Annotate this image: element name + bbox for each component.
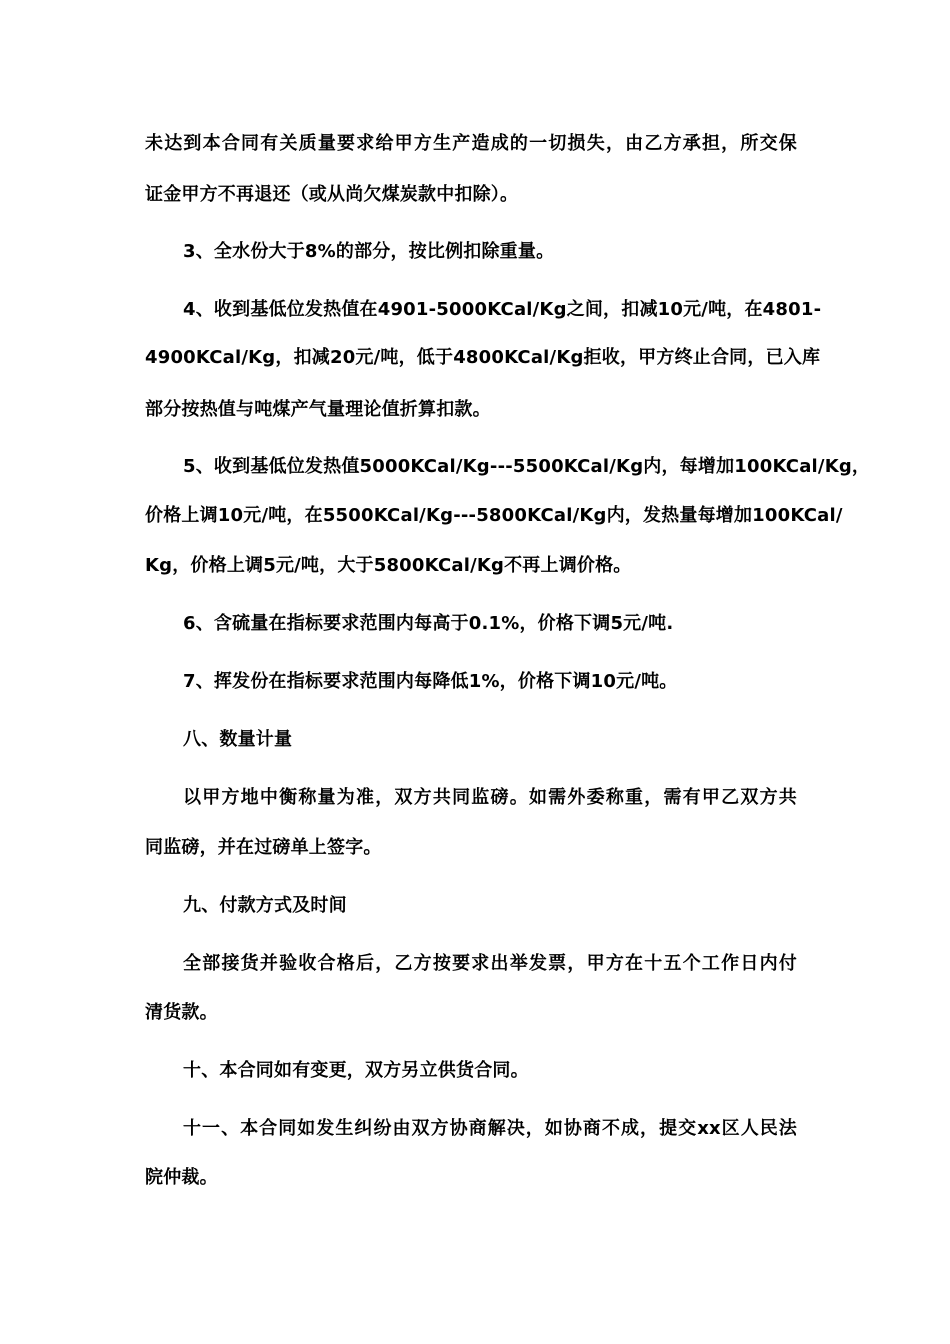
paragraph-line: 价格上调10元/吨，在5500KCal/Kg---5800KCal/Kg内，发热量每增加100KCal/ [145, 505, 843, 526]
paragraph-line: 以甲方地中衡称量为准，双方共同监磅。如需外委称重，需有甲乙双方共 [183, 787, 797, 808]
paragraph-line: 7、挥发份在指标要求范围内每降低1%，价格下调10元/吨。 [183, 671, 678, 692]
paragraph-line: 全部接货并验收合格后，乙方按要求出举发票，甲方在十五个工作日内付 [183, 953, 797, 974]
paragraph-line: 3、全水份大于8%的部分，按比例扣除重量。 [183, 241, 555, 262]
paragraph-line: 4900KCal/Kg，扣减20元/吨，低于4800KCal/Kg拒收，甲方终止合同，已入库 [145, 347, 821, 368]
paragraph-line: 清货款。 [145, 1002, 218, 1023]
paragraph-line: 院仲裁。 [145, 1167, 218, 1188]
paragraph-line: 部分按热值与吨煤产气量理论值折算扣款。 [145, 399, 491, 420]
paragraph-line: Kg，价格上调5元/吨，大于5800KCal/Kg不再上调价格。 [145, 555, 632, 576]
paragraph-line: 十、本合同如有变更，双方另立供货合同。 [183, 1060, 529, 1081]
paragraph-line: 6、含硫量在指标要求范围内每高于0.1%，价格下调5元/吨. [183, 613, 674, 634]
paragraph-line: 十一、本合同如发生纠纷由双方协商解决，如协商不成，提交xx区人民法 [183, 1118, 797, 1139]
paragraph-line: 4、收到基低位发热值在4901-5000KCal/Kg之间，扣减10元/吨，在4801- [183, 299, 822, 320]
section-heading: 八、数量计量 [183, 729, 293, 750]
paragraph-line: 未达到本合同有关质量要求给甲方生产造成的一切损失，由乙方承担，所交保 [145, 133, 797, 154]
section-heading: 九、付款方式及时间 [183, 895, 347, 916]
paragraph-line: 5、收到基低位发热值5000KCal/Kg---5500KCal/Kg内，每增加100KCal/Kg， [183, 456, 871, 477]
paragraph-line: 同监磅，并在过磅单上签字。 [145, 837, 382, 858]
paragraph-line: 证金甲方不再退还（或从尚欠煤炭款中扣除）。 [145, 184, 519, 205]
